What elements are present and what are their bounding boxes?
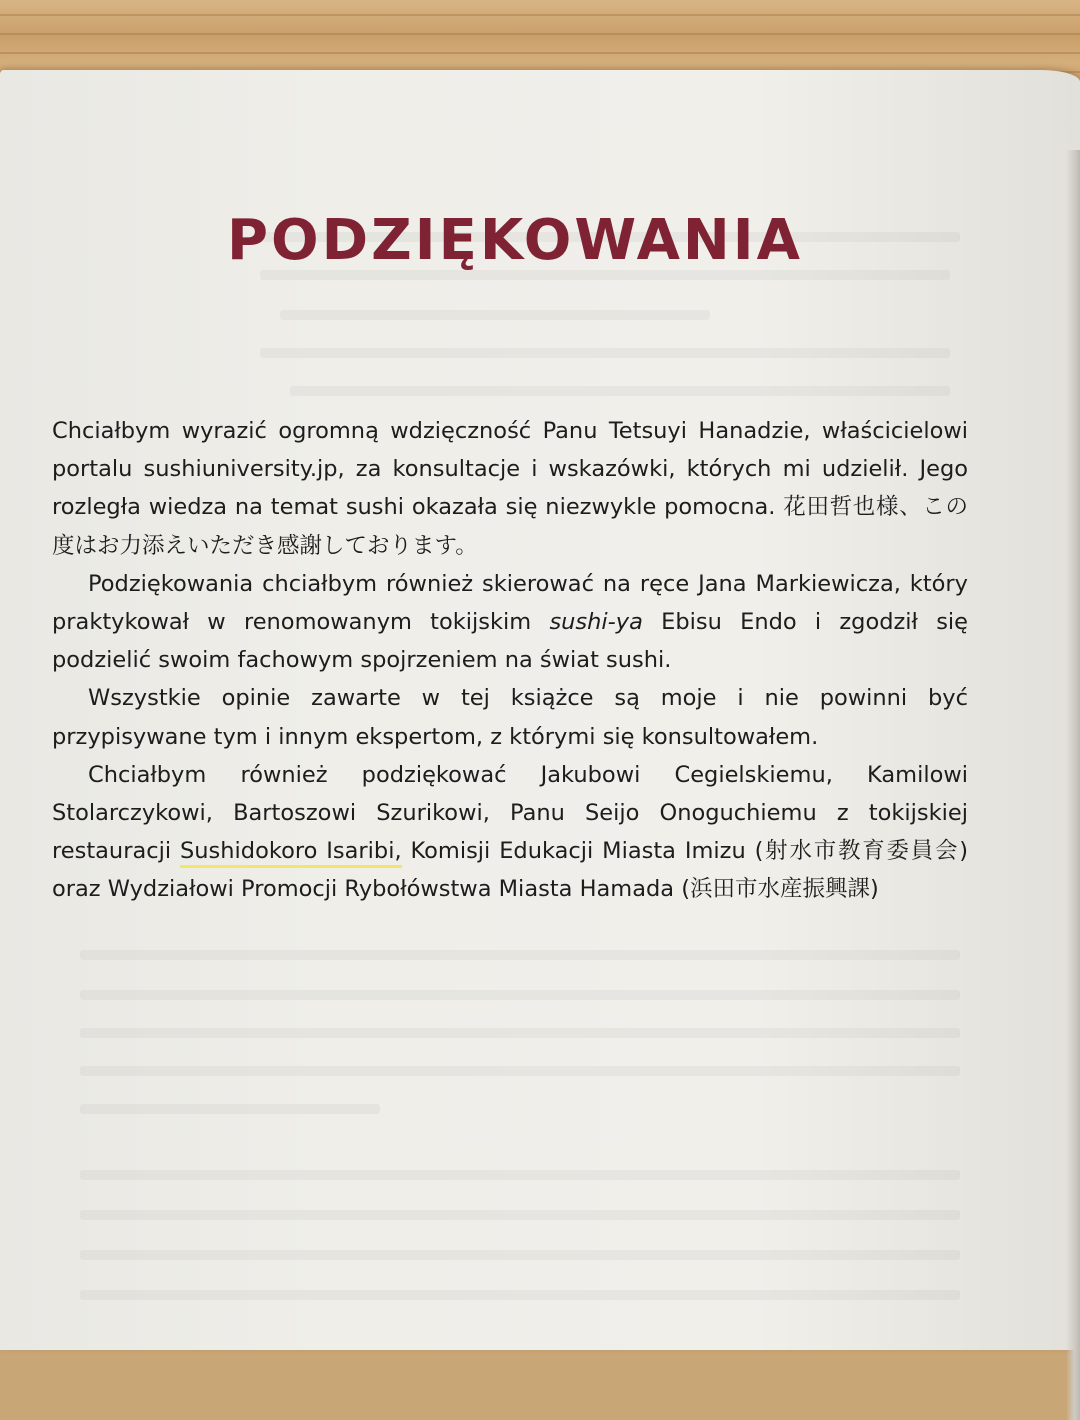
- italic-term-sushi-ya: sushi-ya: [549, 609, 643, 636]
- paragraph-2-text-start: Podziękowania chciałbym również skierować na ręce Jana Markiewicza, który praktykował w renomowanym tokijskim: [52, 570, 968, 636]
- paragraph-1-text: Chciałbym wyrazić ogromną wdzięczność Panu Tetsuyi Hanadzie, właścicielowi portalu sushiuniversity.jp, za konsultacje i wskazówki, których mi udzielił. Jego rozległa wiedza na temat sushi okazała się niezwykle pomocna. 花田哲也様、この度はお力添えいただき感謝しております。: [52, 418, 968, 559]
- paragraph-2-text-end: Ebisu Endo i zgodził się podzielić swoim fachowym spojrzeniem na świat sushi.: [52, 609, 969, 674]
- page-title: PODZIĘKOWANIA: [227, 208, 803, 273]
- acknowledgements-body: [52, 412, 968, 909]
- paragraph-2: [52, 565, 968, 680]
- paragraph-3-text: Wszystkie opinie zawarte w tej książce są moje i nie powinni być przypisywane tym i innym ekspertom, z którymi się konsultowałem.: [52, 685, 968, 750]
- highlighted-restaurant-name: Sushidokoro Isaribi,: [180, 838, 402, 868]
- page-edge: [1066, 150, 1080, 1420]
- paragraph-1: [52, 412, 968, 565]
- paragraph-4-text-start: Chciałbym również podziękować Jakubowi Cegielskiemu, Kamilowi Stolarczykowi, Bartoszowi Szurikowi, Panu Seijo Onoguchiemu z tokijskiej restauracji: [52, 761, 968, 865]
- paragraph-3: [52, 679, 968, 755]
- paragraph-4: [52, 756, 968, 909]
- paragraph-4-text-end: Komisji Edukacji Miasta Imizu (射水市教育委員会) oraz Wydziałowi Promocji Rybołówstwa Miasta Hamada (浜田市水産振興課): [52, 838, 969, 903]
